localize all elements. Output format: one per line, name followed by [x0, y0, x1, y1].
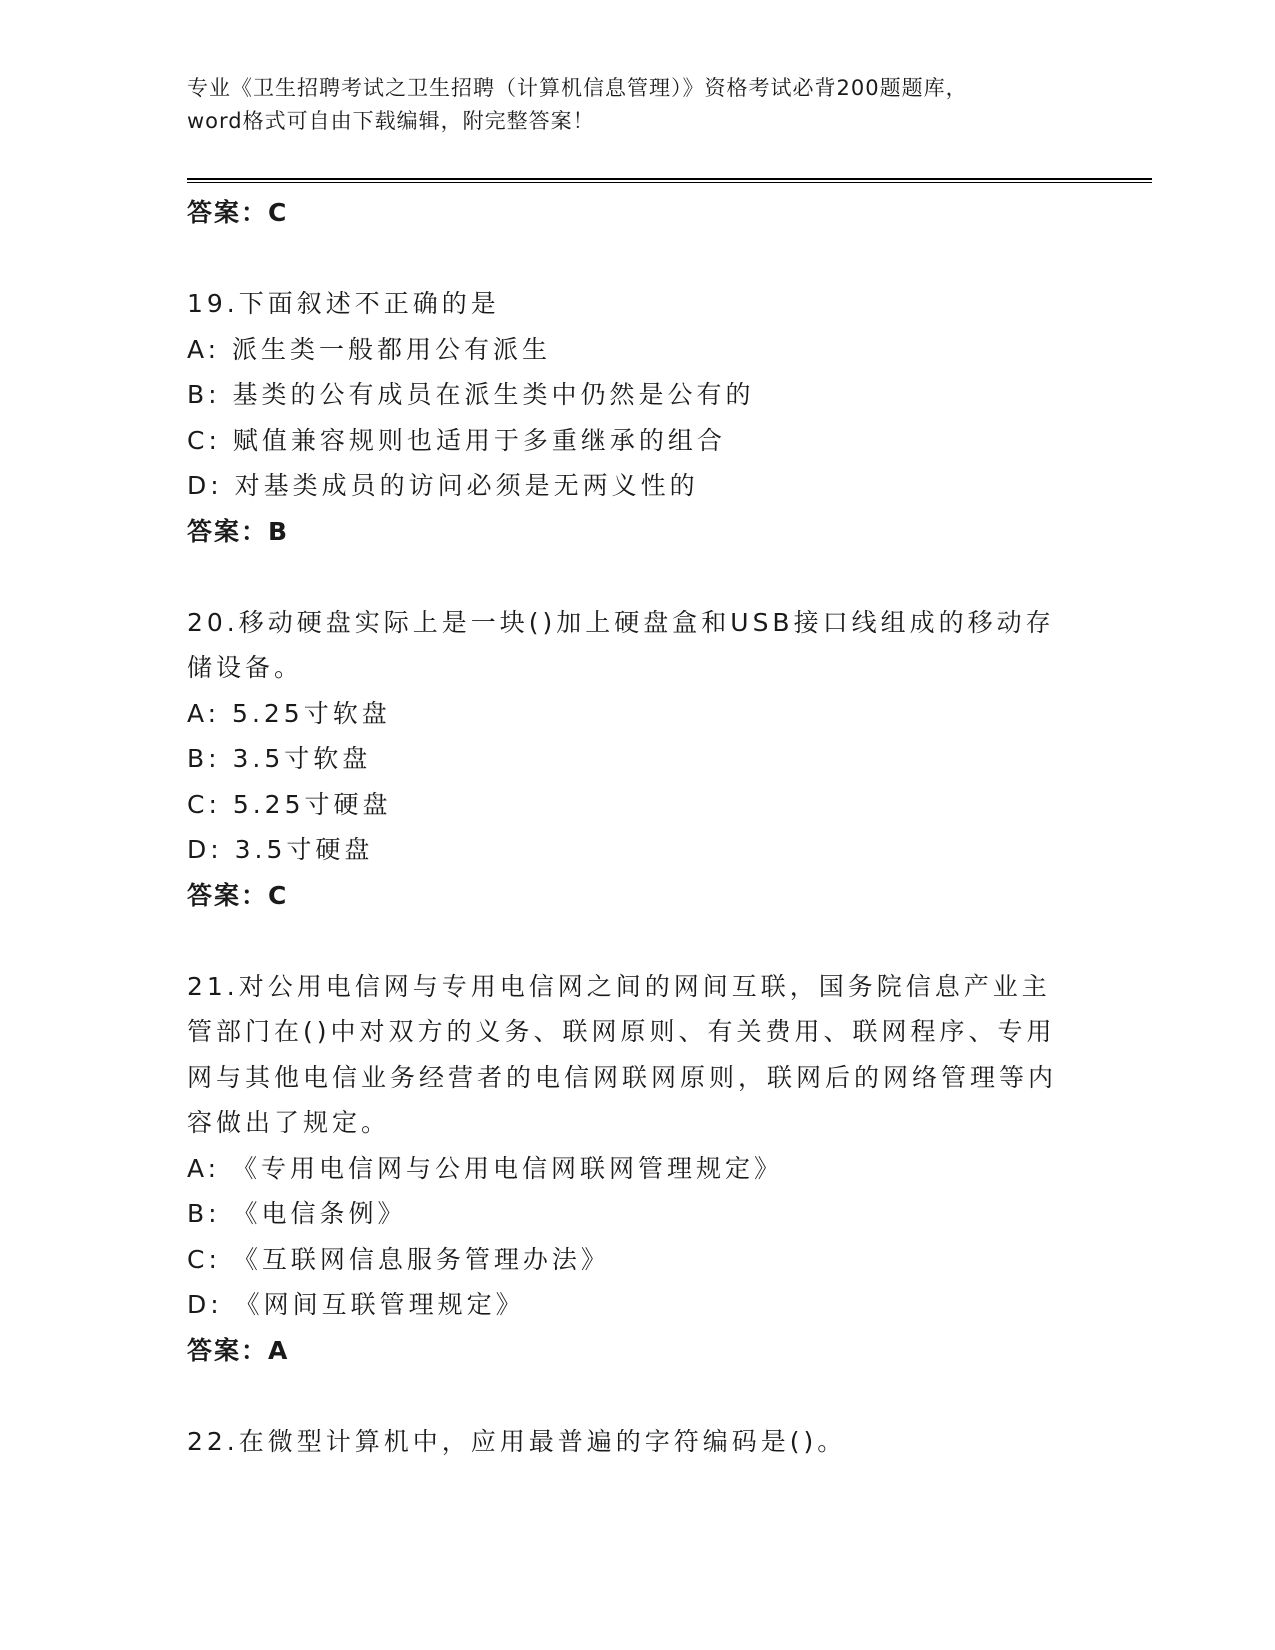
option-c: C: 赋值兼容规则也适用于多重继承的组合 — [187, 425, 726, 455]
question-22 — [187, 1419, 1087, 1465]
answer-label: 答案：C — [187, 198, 289, 227]
question-20 — [187, 600, 1087, 919]
option-b: B: 3.5寸软盘 — [187, 744, 372, 773]
option-b: B: 《电信条例》 — [187, 1199, 407, 1228]
header-line-2: word格式可自由下载编辑，附完整答案！ — [187, 109, 595, 133]
option-b: B: 基类的公有成员在派生类中仍然是公有的 — [187, 380, 755, 409]
option-a: A: 派生类一般都用公有派生 — [187, 334, 552, 364]
option-a: A: 《专用电信网与公用电信网联网管理规定》 — [187, 1153, 784, 1183]
question-stem: 20.移动硬盘实际上是一块()加上硬盘盒和USB接口线组成的移动存储设备。 — [187, 607, 1055, 682]
answer-label: 答案：A — [187, 1335, 290, 1365]
question-stem: 21.对公用电信网与专用电信网之间的网间互联，国务院信息产业主管部门在()中对双方的义务、联网原则、有关费用、联网程序、专用网与其他电信业务经营者的电信网联网原则，联网后的网络管理等内容做出了规定。 — [187, 971, 1058, 1137]
option-d: D: 3.5寸硬盘 — [187, 835, 374, 864]
option-a: A: 5.25寸软盘 — [187, 698, 391, 728]
header-line-1: 专业《卫生招聘考试之卫生招聘（计算机信息管理）》资格考试必背200题题库， — [187, 76, 968, 100]
document-header — [187, 72, 1087, 138]
question-stem: 22.在微型计算机中，应用最普遍的字符编码是()。 — [187, 1426, 847, 1456]
option-c: C: 5.25寸硬盘 — [187, 789, 392, 819]
question-19 — [187, 281, 1087, 554]
question-21 — [187, 964, 1087, 1374]
option-c: C: 《互联网信息服务管理办法》 — [187, 1244, 610, 1274]
header-divider — [187, 178, 1152, 183]
answer-label: 答案：B — [187, 516, 290, 546]
answer-label: 答案：C — [187, 880, 289, 910]
question-stem: 19.下面叙述不正确的是 — [187, 289, 500, 318]
question-list — [187, 190, 1087, 1464]
option-d: D: 对基类成员的访问必须是无两义性的 — [187, 471, 699, 500]
option-d: D: 《网间互联管理规定》 — [187, 1290, 525, 1319]
